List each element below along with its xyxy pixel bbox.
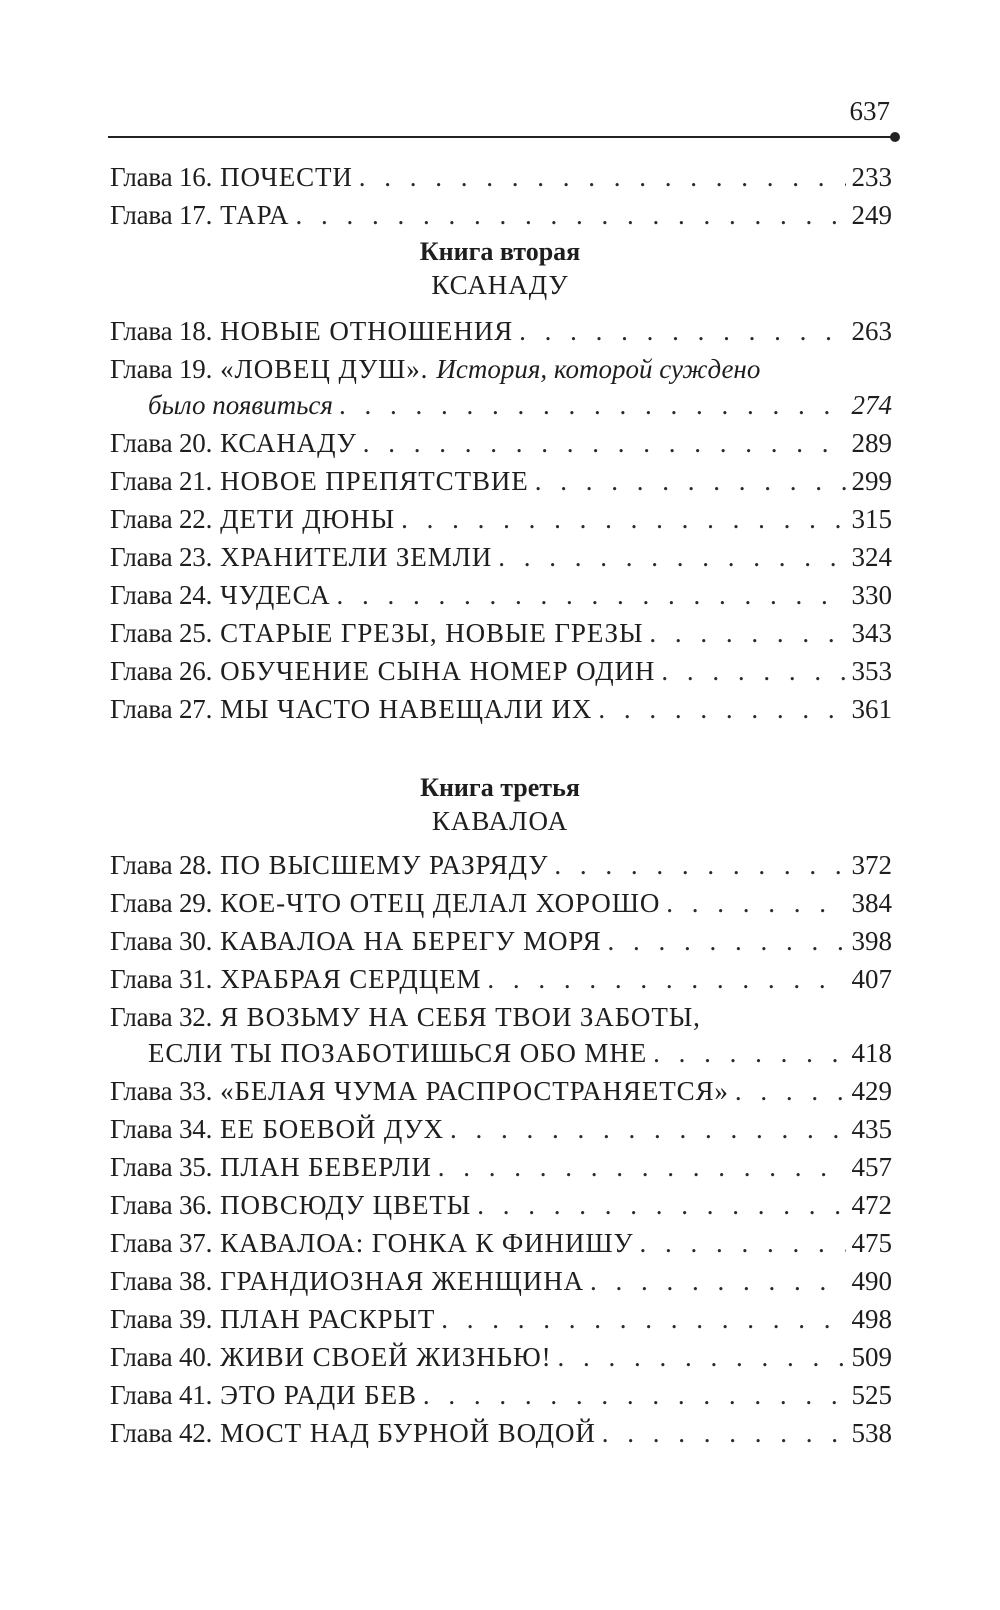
chapter-subtitle: История, которой суждено — [436, 354, 761, 384]
chapter-subtitle-continuation: было появиться — [148, 390, 333, 420]
toc-entry — [110, 962, 892, 996]
chapter-number: Глава 29. — [110, 888, 213, 918]
toc-entry — [110, 578, 892, 612]
toc-entry — [110, 1150, 892, 1184]
dot-leader — [477, 1188, 845, 1222]
toc-entry — [110, 426, 892, 460]
toc-entry — [110, 848, 892, 882]
toc-entry — [110, 540, 892, 574]
dot-leader — [363, 426, 846, 460]
toc-entry — [110, 352, 892, 386]
dot-leader — [519, 314, 845, 348]
chapter-page: 429 — [851, 1076, 892, 1106]
chapter-title: КАВАЛОА: ГОНКА К ФИНИШУ — [220, 1228, 634, 1258]
book-two-heading: Книга вторая — [419, 237, 581, 266]
toc-entry — [110, 1000, 892, 1034]
chapter-page: 435 — [851, 1114, 892, 1144]
chapter-title: ТАРА — [220, 200, 290, 230]
toc-entry — [110, 1188, 892, 1222]
chapter-number: Глава 31. — [110, 964, 213, 994]
chapter-number: Глава 37. — [110, 1228, 213, 1258]
chapter-title: ГРАНДИОЗНАЯ ЖЕНЩИНА — [220, 1266, 585, 1296]
chapter-page: 274 — [851, 390, 892, 420]
dot-leader — [441, 1302, 845, 1336]
chapter-number: Глава 22. — [110, 504, 213, 534]
dot-leader — [359, 160, 846, 194]
chapter-title: КАВАЛОА НА БЕРЕГУ МОРЯ — [220, 926, 602, 956]
chapter-number: Глава 25. — [110, 618, 213, 648]
chapter-title: ХРАБРАЯ СЕРДЦЕМ — [220, 964, 482, 994]
dot-leader — [339, 388, 846, 422]
toc-entry — [110, 924, 892, 958]
chapter-page: 398 — [851, 926, 892, 956]
chapter-title: Я ВОЗЬМУ НА СЕБЯ ТВОИ ЗАБОТЫ, — [220, 1002, 701, 1032]
toc-entry — [110, 1340, 892, 1374]
chapter-title: ОБУЧЕНИЕ СЫНА НОМЕР ОДИН — [220, 656, 656, 686]
chapter-title: СТАРЫЕ ГРЕЗЫ, НОВЫЕ ГРЕЗЫ — [220, 618, 644, 648]
dot-leader — [735, 1074, 846, 1108]
toc-entry — [110, 886, 892, 920]
chapter-title: ЧУДЕСА — [220, 580, 331, 610]
chapter-title: «БЕЛАЯ ЧУМА РАСПРОСТРАНЯЕТСЯ» — [220, 1076, 729, 1106]
toc-entry — [110, 654, 892, 688]
chapter-title: ЭТО РАДИ БЕВ — [220, 1380, 417, 1410]
book-three-title: КАВАЛОА — [431, 806, 569, 836]
dot-leader — [649, 616, 845, 650]
chapter-number: Глава 39. — [110, 1304, 213, 1334]
dot-leader — [535, 464, 846, 498]
chapter-number: Глава 42. — [110, 1418, 213, 1448]
chapter-number: Глава 33. — [110, 1076, 213, 1106]
chapter-number: Глава 36. — [110, 1190, 213, 1220]
chapter-title: ХРАНИТЕЛИ ЗЕМЛИ — [220, 542, 493, 572]
dot-leader — [653, 1036, 845, 1070]
chapter-page: 472 — [851, 1190, 892, 1220]
chapter-page: 418 — [851, 1038, 892, 1068]
toc-entry — [110, 616, 892, 650]
chapter-number: Глава 41. — [110, 1380, 213, 1410]
chapter-page: 509 — [851, 1342, 892, 1372]
toc-entry — [110, 1074, 892, 1108]
dot-leader — [602, 1416, 846, 1450]
toc-entry — [110, 502, 892, 536]
chapter-number: Глава 27. — [110, 694, 213, 724]
dot-leader — [423, 1378, 846, 1412]
chapter-title: «ЛОВЕЦ ДУШ». — [220, 354, 429, 384]
chapter-page: 315 — [851, 504, 892, 534]
dot-leader — [666, 886, 845, 920]
dot-leader — [450, 1112, 846, 1146]
dot-leader — [558, 1340, 846, 1374]
toc-entry — [110, 314, 892, 348]
dot-leader — [438, 1150, 846, 1184]
dot-leader — [598, 692, 845, 726]
book-two-title: КСАНАДУ — [431, 270, 569, 300]
chapter-number: Глава 40. — [110, 1342, 213, 1372]
toc-entry — [110, 160, 892, 194]
dot-leader — [590, 1264, 845, 1298]
page-number: 637 — [849, 96, 890, 126]
chapter-page: 457 — [851, 1152, 892, 1182]
chapter-number: Глава 24. — [110, 580, 213, 610]
toc-entry-continuation — [148, 1036, 892, 1070]
dot-leader — [640, 1226, 846, 1260]
chapter-number: Глава 32. — [110, 1002, 213, 1032]
chapter-page: 384 — [851, 888, 892, 918]
chapter-number: Глава 21. — [110, 466, 213, 496]
chapter-number: Глава 23. — [110, 542, 213, 572]
header-rule-end — [890, 132, 900, 142]
chapter-page: 538 — [851, 1418, 892, 1448]
chapter-page: 361 — [851, 694, 892, 724]
chapter-page: 330 — [851, 580, 892, 610]
chapter-number: Глава 26. — [110, 656, 213, 686]
chapter-number: Глава 38. — [110, 1266, 213, 1296]
chapter-title: ЖИВИ СВОЕЙ ЖИЗНЬЮ! — [220, 1342, 552, 1372]
chapter-page: 498 — [851, 1304, 892, 1334]
toc-entry — [110, 464, 892, 498]
dot-leader — [295, 198, 845, 232]
dot-leader — [554, 848, 845, 882]
chapter-page: 525 — [851, 1380, 892, 1410]
chapter-number: Глава 30. — [110, 926, 213, 956]
dot-leader — [498, 540, 845, 574]
chapter-number: Глава 18. — [110, 316, 213, 346]
chapter-page: 263 — [851, 316, 892, 346]
chapter-title: ПЛАН РАСКРЫТ — [220, 1304, 436, 1334]
chapter-page: 249 — [851, 200, 892, 230]
dot-leader — [661, 654, 845, 688]
chapter-page: 324 — [851, 542, 892, 572]
chapter-number: Глава 17. — [110, 200, 213, 230]
chapter-title: ДЕТИ ДЮНЫ — [220, 504, 396, 534]
book-three-heading: Книга третья — [420, 773, 580, 802]
chapter-title: КОЕ-ЧТО ОТЕЦ ДЕЛАЛ ХОРОШО — [220, 888, 661, 918]
chapter-title: ПОВСЮДУ ЦВЕТЫ — [220, 1190, 472, 1220]
chapter-number: Глава 20. — [110, 428, 213, 458]
toc-entry — [110, 1378, 892, 1412]
toc-entry — [110, 1416, 892, 1450]
toc-entry — [110, 1226, 892, 1260]
chapter-page: 343 — [851, 618, 892, 648]
chapter-page: 353 — [851, 656, 892, 686]
dot-leader — [608, 924, 846, 958]
chapter-page: 407 — [851, 964, 892, 994]
chapter-title: МЫ ЧАСТО НАВЕЩАЛИ ИХ — [220, 694, 593, 724]
toc-entry — [110, 1302, 892, 1336]
chapter-page: 372 — [851, 850, 892, 880]
chapter-page: 490 — [851, 1266, 892, 1296]
chapter-page: 299 — [851, 466, 892, 496]
chapter-title: ПОЧЕСТИ — [220, 162, 353, 192]
chapter-number: Глава 16. — [110, 162, 213, 192]
toc-entry — [110, 198, 892, 232]
chapter-number: Глава 34. — [110, 1114, 213, 1144]
chapter-page: 233 — [851, 162, 892, 192]
chapter-title: НОВЫЕ ОТНОШЕНИЯ — [220, 316, 514, 346]
chapter-title: КСАНАДУ — [220, 428, 357, 458]
dot-leader — [487, 962, 845, 996]
header-rule — [108, 136, 894, 138]
dot-leader — [337, 578, 846, 612]
chapter-number: Глава 35. — [110, 1152, 213, 1182]
chapter-number: Глава 28. — [110, 850, 213, 880]
chapter-page: 475 — [851, 1228, 892, 1258]
chapter-title: ЕЕ БОЕВОЙ ДУХ — [220, 1114, 444, 1144]
chapter-title: ПО ВЫСШЕМУ РАЗРЯДУ — [220, 850, 549, 880]
chapter-page: 289 — [851, 428, 892, 458]
dot-leader — [401, 502, 845, 536]
chapter-title: МОСТ НАД БУРНОЙ ВОДОЙ — [220, 1418, 596, 1448]
chapter-title: ПЛАН БЕВЕРЛИ — [220, 1152, 432, 1182]
chapter-number: Глава 19. — [110, 354, 213, 384]
chapter-title: НОВОЕ ПРЕПЯТСТВИЕ — [220, 466, 529, 496]
toc-entry — [110, 692, 892, 726]
toc-entry-continuation — [148, 388, 892, 422]
toc-entry — [110, 1112, 892, 1146]
toc-entry — [110, 1264, 892, 1298]
chapter-title-continuation: ЕСЛИ ТЫ ПОЗАБОТИШЬСЯ ОБО МНЕ — [148, 1038, 648, 1068]
